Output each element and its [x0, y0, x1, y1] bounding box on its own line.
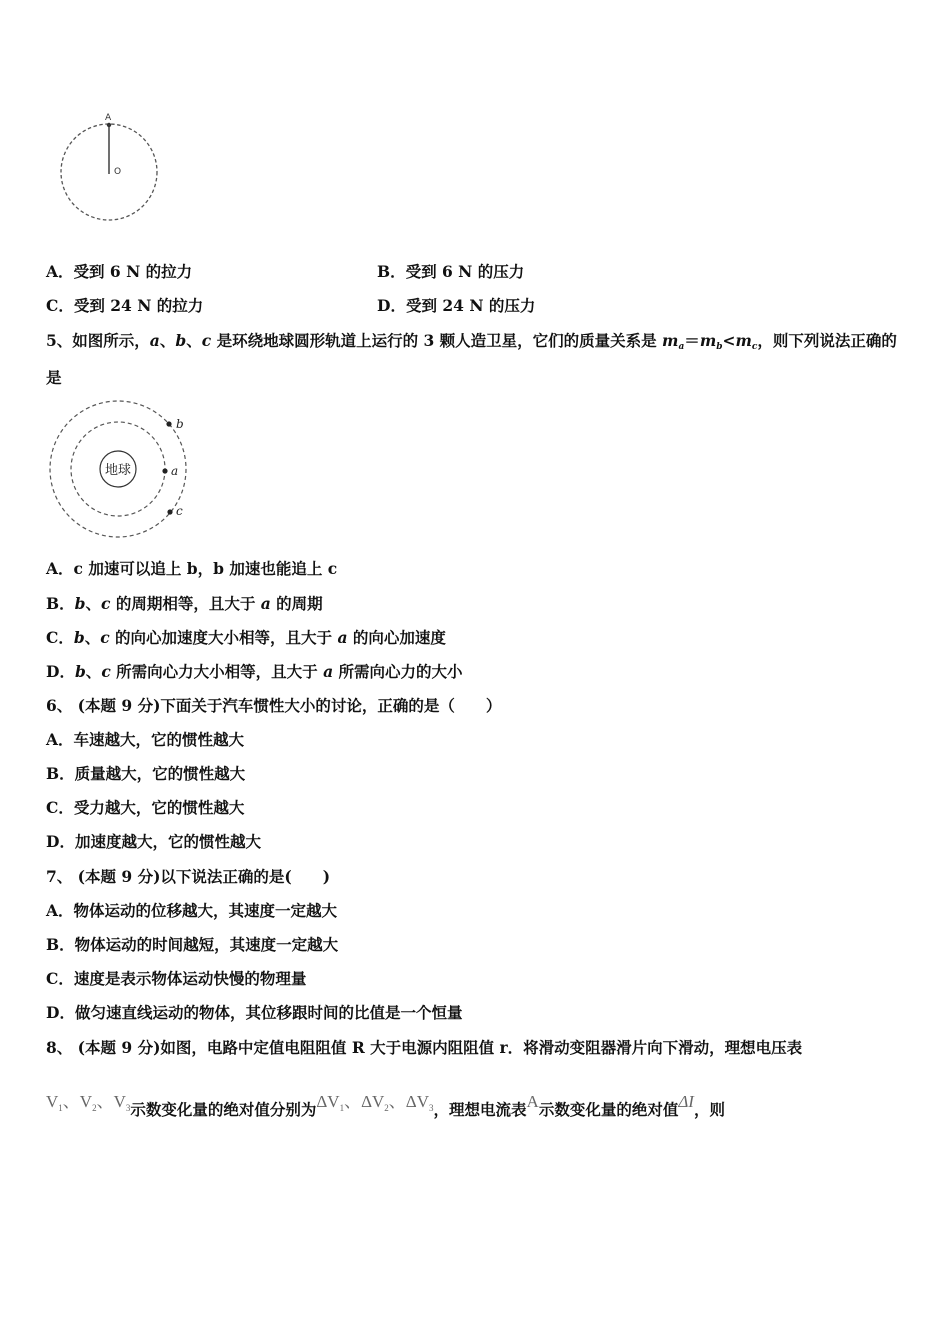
q5-option-c-v3: a: [337, 628, 348, 647]
q6-option-c[interactable]: [46, 796, 244, 818]
satellite-b-label: b: [176, 417, 184, 431]
q7-option-c-letter: C．: [46, 969, 74, 988]
q5-option-c[interactable]: [46, 626, 446, 648]
q5-sub-b: b: [716, 342, 723, 352]
q8-stem-line1: 8、 (本题 9 分)如图，电路中定值电阻阻值 R 大于电源内阻阻值 r．将滑动变阻器滑片向下滑动，理想电压表: [46, 1038, 803, 1057]
q4-option-c-letter: C．: [46, 296, 74, 315]
q8-dv2: [361, 1092, 389, 1111]
q4-option-a-letter: A．: [46, 262, 74, 281]
q5-lt: <: [722, 331, 736, 350]
q5-stem-mid: 是环绕地球圆形轨道上运行的 3 颗人造卫星，它们的质量关系是: [211, 331, 663, 350]
q4-option-b-text: 受到 6 N 的压力: [405, 262, 525, 281]
q7-option-b-text: 物体运动的时间越短，其速度一定越大: [74, 935, 339, 954]
q6-option-a-text: 车速越大，它的惯性越大: [73, 730, 245, 749]
q8-v2: [80, 1092, 97, 1111]
q8-dun4: 、: [388, 1092, 406, 1111]
q8-dv3-letter: ΔV: [405, 1092, 430, 1111]
q4-option-d-text: 受到 24 N 的压力: [405, 296, 536, 315]
q8-v3-letter: V: [113, 1092, 126, 1111]
q5-option-b-letter: B．: [46, 594, 75, 613]
q8-v3-sub: 3: [125, 1103, 131, 1113]
q7-option-b[interactable]: [46, 933, 338, 955]
q5-option-d-mid: 所需向心力大小相等，且大于: [110, 662, 324, 681]
q7-option-d[interactable]: [46, 1001, 462, 1023]
q5-eq: ＝: [684, 331, 700, 350]
q5-option-b-end: 的周期: [270, 594, 323, 613]
q7-option-c-text: 速度是表示物体运动快慢的物理量: [73, 969, 307, 988]
q6-option-d-letter: D．: [46, 832, 75, 851]
q5-m2: m: [699, 331, 717, 350]
orbit-figure: [48, 398, 198, 542]
q6-option-b[interactable]: [46, 762, 245, 784]
q8-dv1-letter: ΔV: [316, 1092, 340, 1111]
q5-option-c-v2: c: [100, 628, 110, 647]
q8-ammeter: A: [526, 1092, 539, 1111]
q4-option-d[interactable]: [377, 294, 535, 316]
q8-text1: 示数变化量的绝对值分别为: [130, 1100, 317, 1119]
q7-option-c[interactable]: [46, 967, 306, 989]
q6-option-c-letter: C．: [46, 798, 74, 817]
q6-stem: 6、 (本题 9 分)下面关于汽车惯性大小的讨论，正确的是（ ）: [46, 696, 502, 715]
q7-option-d-text: 做匀速直线运动的物体，其位移跟时间的比值是一个恒量: [74, 1003, 463, 1022]
q5-var-c: c: [201, 331, 212, 350]
q7-stem: 7、 (本题 9 分)以下说法正确的是( ): [46, 867, 331, 886]
q5-var-b: b: [175, 331, 187, 350]
q8-dv2-letter: ΔV: [361, 1092, 385, 1111]
satellite-c: [167, 509, 172, 514]
pendulum-ball: [107, 123, 111, 127]
q4-option-b-letter: B．: [377, 262, 406, 281]
q5-m1: m: [662, 331, 679, 350]
q5-option-d-end: 所需向心力的大小: [333, 662, 463, 681]
q7-option-d-letter: D．: [46, 1003, 75, 1022]
q8-v3: [114, 1092, 131, 1111]
q8-v2-sub: 2: [92, 1103, 97, 1113]
q5-m3: m: [735, 331, 752, 350]
q5-option-b[interactable]: [46, 592, 323, 614]
q5-stem-end: ，则下列说法正确的: [757, 331, 897, 350]
q5-option-d-v1: b: [74, 662, 86, 681]
q6-option-a-letter: A．: [46, 730, 74, 749]
q5-option-c-sep: 、: [84, 628, 101, 647]
satellite-a: [162, 468, 167, 473]
q6-option-a[interactable]: [46, 728, 244, 750]
q8-text4: ，则: [693, 1100, 725, 1119]
q4-option-a[interactable]: [46, 260, 192, 282]
satellite-a-label: a: [171, 464, 179, 478]
q5-stem: [46, 329, 897, 352]
pendulum-label-o: O: [114, 167, 122, 177]
q4-option-b[interactable]: [377, 260, 524, 282]
q5-sep1: 、: [159, 331, 176, 350]
q6-option-d[interactable]: [46, 830, 261, 852]
satellite-b: [166, 421, 171, 426]
q8-dun2: 、: [96, 1092, 114, 1111]
q5-option-d-letter: D．: [46, 662, 75, 681]
q4-option-a-text: 受到 6 N 的拉力: [73, 262, 193, 281]
q5-option-c-mid: 的向心加速度大小相等，且大于: [109, 628, 338, 647]
q8-v2-letter: V: [79, 1092, 93, 1111]
q5-option-d[interactable]: [46, 660, 463, 682]
q7-option-a-text: 物体运动的位移越大，其速度一定越大: [73, 901, 338, 920]
q5-option-d-sep: 、: [85, 662, 102, 681]
q7-option-a[interactable]: [46, 899, 337, 921]
q8-text2: ，理想电流表: [433, 1100, 527, 1119]
q5-stem-line2: 是: [46, 368, 62, 387]
q8-text3: 示数变化量的绝对值: [538, 1100, 679, 1119]
q4-option-c-text: 受到 24 N 的拉力: [73, 296, 204, 315]
q5-option-b-v3: a: [260, 594, 271, 613]
q5-option-c-end: 的向心加速度: [347, 628, 446, 647]
q5-option-d-v3: a: [323, 662, 334, 681]
q6-option-d-text: 加速度越大，它的惯性越大: [74, 832, 261, 851]
q5-stem-prefix: 5、如图所示，: [46, 331, 150, 350]
q8-stem-line2: [46, 1087, 725, 1119]
q8-dun3: 、: [344, 1092, 362, 1111]
pendulum-figure: [50, 108, 170, 228]
q8-dv3: [406, 1092, 434, 1111]
q5-option-c-v1: b: [73, 628, 85, 647]
q5-sub-a: a: [678, 342, 685, 352]
q4-option-c[interactable]: [46, 294, 203, 316]
q5-option-d-v2: c: [101, 662, 111, 681]
q5-var-a: a: [149, 331, 160, 350]
q6-option-b-text: 质量越大，它的惯性越大: [74, 764, 246, 783]
pendulum-label-a: A: [105, 113, 112, 123]
q8-v1: [46, 1092, 63, 1111]
q5-option-b-sep: 、: [85, 594, 101, 613]
satellite-c-label: c: [176, 504, 183, 518]
q7-option-b-letter: B．: [46, 935, 75, 954]
q8-dv2-sub: 2: [384, 1103, 389, 1113]
q7-option-a-letter: A．: [46, 901, 74, 920]
q8-dv1: [316, 1092, 344, 1111]
q8-dun1: 、: [62, 1092, 80, 1111]
q5-option-a-letter: A．: [46, 559, 74, 578]
q5-option-a-text: c 加速可以追上 b，b 加速也能追上 c: [73, 559, 338, 578]
q5-option-b-mid: 的周期相等，且大于: [110, 594, 261, 613]
q8-v1-sub: 1: [58, 1103, 63, 1113]
q8-delta-i: ΔI: [678, 1092, 694, 1111]
q5-option-a[interactable]: [46, 557, 337, 579]
q5-option-b-v1: b: [74, 594, 86, 613]
q8-dv3-sub: 3: [429, 1103, 434, 1113]
q8-dv1-sub: 1: [339, 1103, 345, 1113]
earth-label: 地球: [104, 463, 132, 478]
q6-option-b-letter: B．: [46, 764, 75, 783]
q4-option-d-letter: D．: [377, 296, 406, 315]
q5-option-b-v2: c: [100, 594, 111, 613]
q6-option-c-text: 受力越大，它的惯性越大: [73, 798, 245, 817]
q5-option-c-letter: C．: [46, 628, 74, 647]
q5-sub-c: c: [751, 342, 758, 352]
q8-v1-letter: V: [46, 1092, 59, 1111]
q5-sep2: 、: [186, 331, 202, 350]
